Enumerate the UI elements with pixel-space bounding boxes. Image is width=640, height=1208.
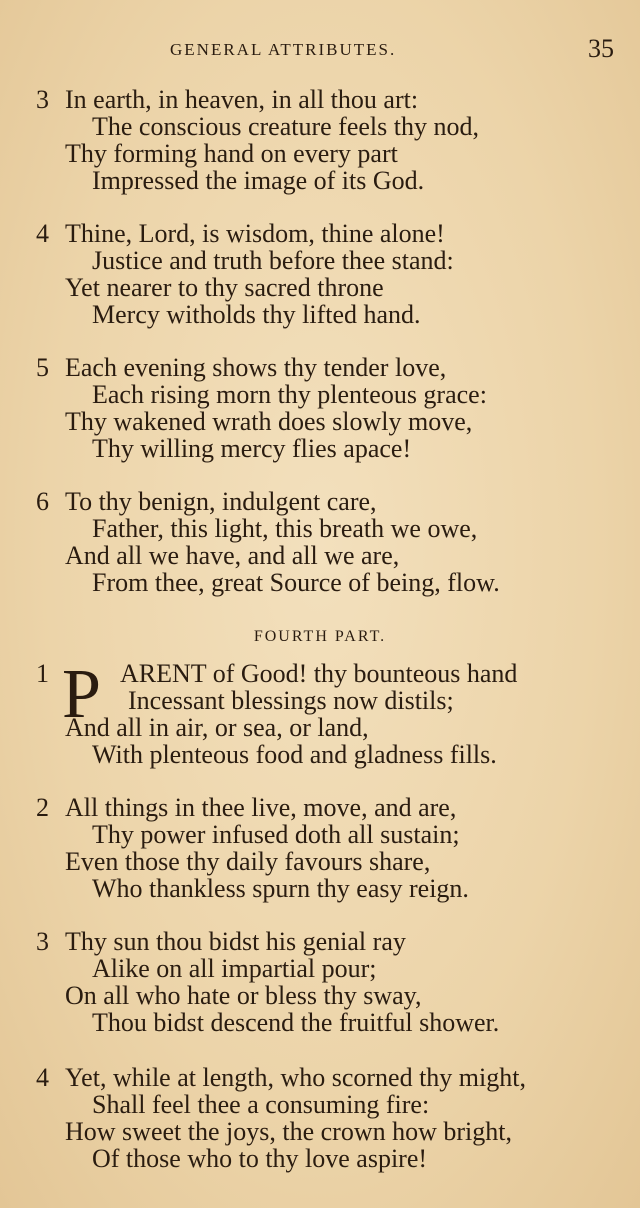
verse-line: Of those who to thy love aspire! — [92, 1144, 428, 1173]
stanza-number: 4 — [36, 219, 49, 248]
verse-line: And all we have, and all we are, — [65, 541, 400, 570]
verse-line: On all who hate or bless thy sway, — [65, 981, 422, 1010]
verse-line: In earth, in heaven, in all thou art: — [65, 85, 419, 114]
stanza-number: 2 — [36, 793, 49, 822]
verse-line: To thy benign, indulgent care, — [65, 487, 377, 516]
verse-line: Thy power infused doth all sustain; — [92, 820, 460, 849]
verse-line: Thine, Lord, is wisdom, thine alone! — [65, 219, 445, 248]
page-number: 35 — [588, 34, 614, 63]
verse-line: Thy wakened wrath does slowly move, — [65, 407, 473, 436]
verse-line: Each evening shows thy tender love, — [65, 353, 447, 382]
verse-line: And all in air, or sea, or land, — [65, 713, 369, 742]
stanza-number: 6 — [36, 487, 49, 516]
drop-cap: P — [62, 656, 101, 733]
verse-line: Mercy witholds thy lifted hand. — [92, 300, 421, 329]
verse-line: The conscious creature feels thy nod, — [92, 112, 479, 141]
verse-line: Justice and truth before thee stand: — [92, 246, 454, 275]
stanza-number: 4 — [36, 1063, 49, 1092]
stanza-number: 3 — [36, 85, 49, 114]
verse-line: Impressed the image of its God. — [92, 166, 425, 195]
running-title: GENERAL ATTRIBUTES. — [170, 40, 397, 59]
verse-line: From thee, great Source of being, flow. — [92, 568, 500, 597]
verse-line: Father, this light, this breath we owe, — [92, 514, 478, 543]
stanza-number: 5 — [36, 353, 49, 382]
verse-line: Thy willing mercy flies apace! — [92, 434, 412, 463]
verse-line: ARENT of Good! thy bounteous hand — [120, 659, 518, 688]
verse-line: Thou bidst descend the fruitful shower. — [92, 1008, 500, 1037]
verse-line: Who thankless spurn thy easy reign. — [92, 874, 469, 903]
verse-line: Thy forming hand on every part — [65, 139, 398, 168]
verse-line: Shall feel thee a consuming fire: — [92, 1090, 430, 1119]
verse-line: Alike on all impartial pour; — [92, 954, 377, 983]
verse-line: All things in thee live, move, and are, — [65, 793, 457, 822]
verse-line: Yet nearer to thy sacred throne — [65, 273, 384, 302]
verse-line: With plenteous food and gladness fills. — [92, 740, 497, 769]
verse-line: Each rising morn thy plenteous grace: — [92, 380, 487, 409]
page-header — [0, 34, 640, 64]
verse-line: Yet, while at length, who scorned thy might, — [65, 1063, 526, 1092]
verse-line: How sweet the joys, the crown how bright, — [65, 1117, 512, 1146]
verse-line: Even those thy daily favours share, — [65, 847, 431, 876]
verse-line: Thy sun thou bidst his genial ray — [65, 927, 406, 956]
section-heading: FOURTH PART. — [253, 628, 387, 645]
stanza-number: 1 — [36, 659, 49, 688]
verse-line: Incessant blessings now distils; — [128, 686, 454, 715]
stanza-number: 3 — [36, 927, 49, 956]
